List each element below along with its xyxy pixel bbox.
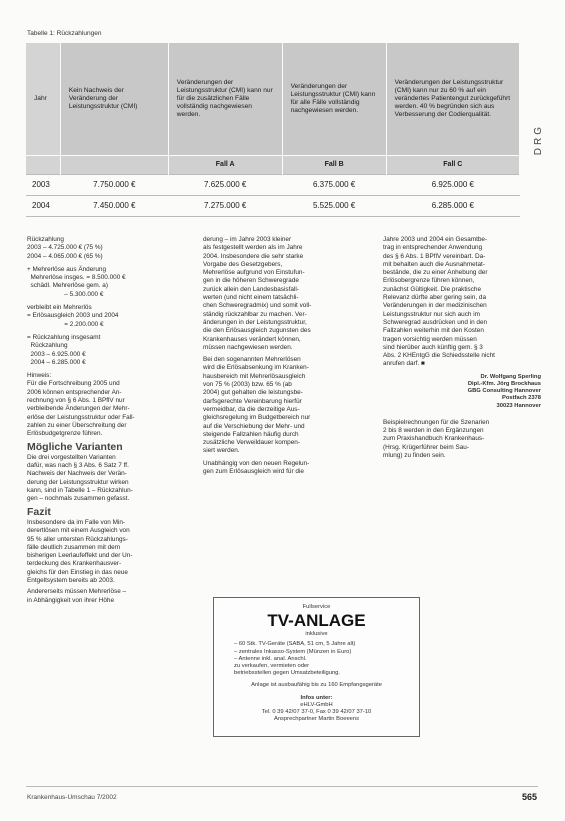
paragraph: verbleibt ein Mehrerlös = Erlösausgleich 2003 und 2004 = 2.200.000 € <box>27 304 119 328</box>
ad-contact-tel: Tel. 0 39 42/07 37-0, Fax 0 39 42/07 37-10 <box>261 709 372 716</box>
header-col-3: Veränderungen der Leistungsstruktur (CMI) kann für alle Fälle vollständig nachgewiesen werden. <box>282 43 386 156</box>
table-row <box>26 175 520 196</box>
row-year: 2003 <box>26 175 60 196</box>
row-cell: 5.525.000 € <box>282 196 386 217</box>
ad-subtitle: inklusive <box>305 631 328 638</box>
row-cell: 6.375.000 € <box>282 175 386 196</box>
ad-kicker: Fullservice <box>302 604 331 610</box>
ad-note: Anlage ist ausbaufähig bis zu 160 Empfangsgeräte <box>251 682 382 689</box>
ad-item: – Antenne inkl. anal. Anschl. <box>234 655 307 662</box>
header-col-4: Veränderungen der Leistungsstruktur (CMI) kann nur zu 60 % auf ein verändertes Patientengut zurückgeführt werden. 40 % begründen sich aus Verbesserung der Codierqualität. <box>386 43 519 156</box>
header-col-1: Kein Nachweis der Veränderung der Leistungsstruktur (CMI) <box>60 43 168 156</box>
paragraph: Hinweis: <box>27 372 52 380</box>
table-row <box>26 196 520 217</box>
paragraph: = Rückzahlung insgesamt Rückzahlung 2003 – 6.925.000 € 2004 – 6.285.000 € <box>27 333 101 366</box>
refund-table <box>26 43 520 217</box>
footer-journal: Krankenhaus-Umschau 7/2002 <box>27 794 117 801</box>
ad-item: – 60 Stk. TV-Geräte (SABA, 51 cm, 5 Jahre alt) <box>234 641 356 648</box>
ad-item: – zentrales Inkasso-System (Münzen in Euro) <box>234 648 352 655</box>
ad-title: TV-ANLAGE <box>267 611 366 631</box>
page-number: 565 <box>522 792 538 802</box>
paragraph: Jahre 2003 und 2004 ein Gesamtbe- trag in entsprechender Anwendung des § 6 Abs. 1 BPflV vereinbart. Da- mit behalten auch die Ausnahmetat- bestände, die zu einer Anhebung der Erlösobergrenze führen können, zunächst Gültigkeit. Die praktische Relevanz dürfte aber gering sein, da Veränderungen in der medizinischen Leistungsstruktur nur sich auch im Schweregrad ausdrücken und in den Fallzahlen weiterhin mit den Kosten tragen vorsichtig werden müssen sind hierüber auch künftig gem. § 3 Abs. 2 KHEntgG die Schiedsstelle nicht anrufen darf. ■ <box>383 236 495 368</box>
sub-fall-b: Fall B <box>282 156 386 175</box>
sub-fall-c: Fall C <box>386 156 519 175</box>
ad-contact-person: Ansprechpartner Martin Boeeens <box>273 716 360 723</box>
row-cell: 7.275.000 € <box>168 196 282 217</box>
paragraph: Unabhängig von den neuen Regelun- gen zum Erlösausgleich wird für die <box>203 459 310 476</box>
row-cell: 7.750.000 € <box>60 175 168 196</box>
section-side-label: DRG <box>533 124 544 156</box>
row-cell: 6.925.000 € <box>386 175 519 196</box>
paragraph: Die drei vorgestellten Varianten dafür, was nach § 3 Abs. 6 Satz 7 ff. Nachweis der Nachweis der Verän- derung der Leistungsstruktur wirken kann, sind in Tabelle 1 – Rückzahlun- gen – nochmals zusammen gefasst. <box>27 453 133 503</box>
table-header-row <box>26 43 520 156</box>
ad-item: betriebsstellen gegen Umsatzbeteiligung. <box>234 670 341 677</box>
table-subheader-row <box>26 156 520 175</box>
paragraph: Insbesondere da im Falle von Min- derertlösen mit einem Ausgleich von 95 % aller untersten Rückzahlungs- fälle deutlich zusammen mit dem bisherigen Leerlaufeffekt und der Un- terdeckung des Krankenhausver- gleichs für den Einstieg in das neue Entgeltsystem bereits ab 2003. <box>27 518 133 584</box>
row-year: 2004 <box>26 196 60 217</box>
author-signature: Dr. Wolfgang Sperling Dipl.-Kfm. Jörg Brockhaus GBG Consulting Hannover Postfach 2378 30023 Hannover <box>467 373 541 409</box>
header-col-2: Veränderungen der Leistungsstruktur (CMI) kann nur für die zusätzlichen Fälle vollständig nachgewiesen werden. <box>168 43 282 156</box>
paragraph: Beispielrechnungen für die Szenarien 2 bis 8 werden in den Ergänzungen zum Praxishandbuch Krankenhaus- (Hrsg. Krügerführer beim Sau- mlung) zu finden sein. <box>383 418 490 459</box>
paragraph: + Mehrerlöse aus Änderung Mehrerlöse insges. = 8.500.000 € schädl. Mehrerlöse gem. a) – 5.300.000 € <box>27 265 126 298</box>
sub-fall-a: Fall A <box>168 156 282 175</box>
tv-anlage-advertisement <box>213 597 420 737</box>
ad-contact-name: eHLV-GmbH <box>300 701 333 708</box>
table-caption: Tabelle 1: Rückzahlungen <box>27 30 102 37</box>
paragraph: Rückzahlung 2003 – 4.725.000 € (75 %) 2004 – 4.065.000 € (65 %) <box>27 236 103 260</box>
row-cell: 6.285.000 € <box>386 196 519 217</box>
paragraph: Bei den sogenannten Mehrerlösen wird die Erlösabsenkung im Kranken- hausbereich mit Mehrerlösausgleich von 75 % (2003) bzw. 65 % (ab 2004) gut gehalten die leistungsbe- darfsgerechte Vereinbarung hierfür vermeidbar, da die derzeitige Aus- gleichsregelung im Budgetbereich nur auf die Verschiebung der Mehr- und steigende Fallzahlen häufig durch zusätzliche Verweildauer kompen- siert werden. <box>203 356 311 455</box>
ad-item: zu verkaufen, vermieten oder <box>234 663 310 670</box>
row-cell: 7.625.000 € <box>168 175 282 196</box>
row-cell: 7.450.000 € <box>60 196 168 217</box>
text-column-1 <box>27 236 185 605</box>
paragraph: derung – im Jahre 2003 kleiner als festgestellt werden als im Jahre 2004. Insbesondere die sehr starke Vorgabe des Gesetzgebers, Mehrerlöse aufgrund von Einstufun- gen in die höheren Schweregrade zurück allein den Landesbasisfall- werten (und nicht einem tatsächli- chen Schweregradmix) und somit voll- ständig rückzahlbar zu machen. Ver- änderungen in der Leistungsstruktur, die den Erlösausgleich zugunsten des Krankenhauses verändert können, müssen nachgewiesen werden. <box>203 236 312 351</box>
paragraph: Für die Fortschreibung 2005 und 2006 können entsprechender An- rechnung von § 6 Abs. 1 BPflV nur verbleibende Änderungen der Mehr- erlöse der Leistungsstruktur oder Fall- zahlen zu einer Überschreitung der Erlösbudgetgrenze führen. <box>27 380 135 438</box>
ad-contact-head: Infos unter: <box>300 694 333 701</box>
paragraph: Andererseits müssen Mehrerlöse – in Abhängigkeit von ihrer Höhe <box>27 588 127 604</box>
header-jahr: Jahr <box>26 43 60 156</box>
heading-fazit: Fazit <box>27 505 51 518</box>
text-column-3 <box>383 236 541 460</box>
footer-divider <box>26 786 538 787</box>
text-column-2 <box>203 236 363 476</box>
heading-variants: Mögliche Varianten <box>27 440 123 453</box>
